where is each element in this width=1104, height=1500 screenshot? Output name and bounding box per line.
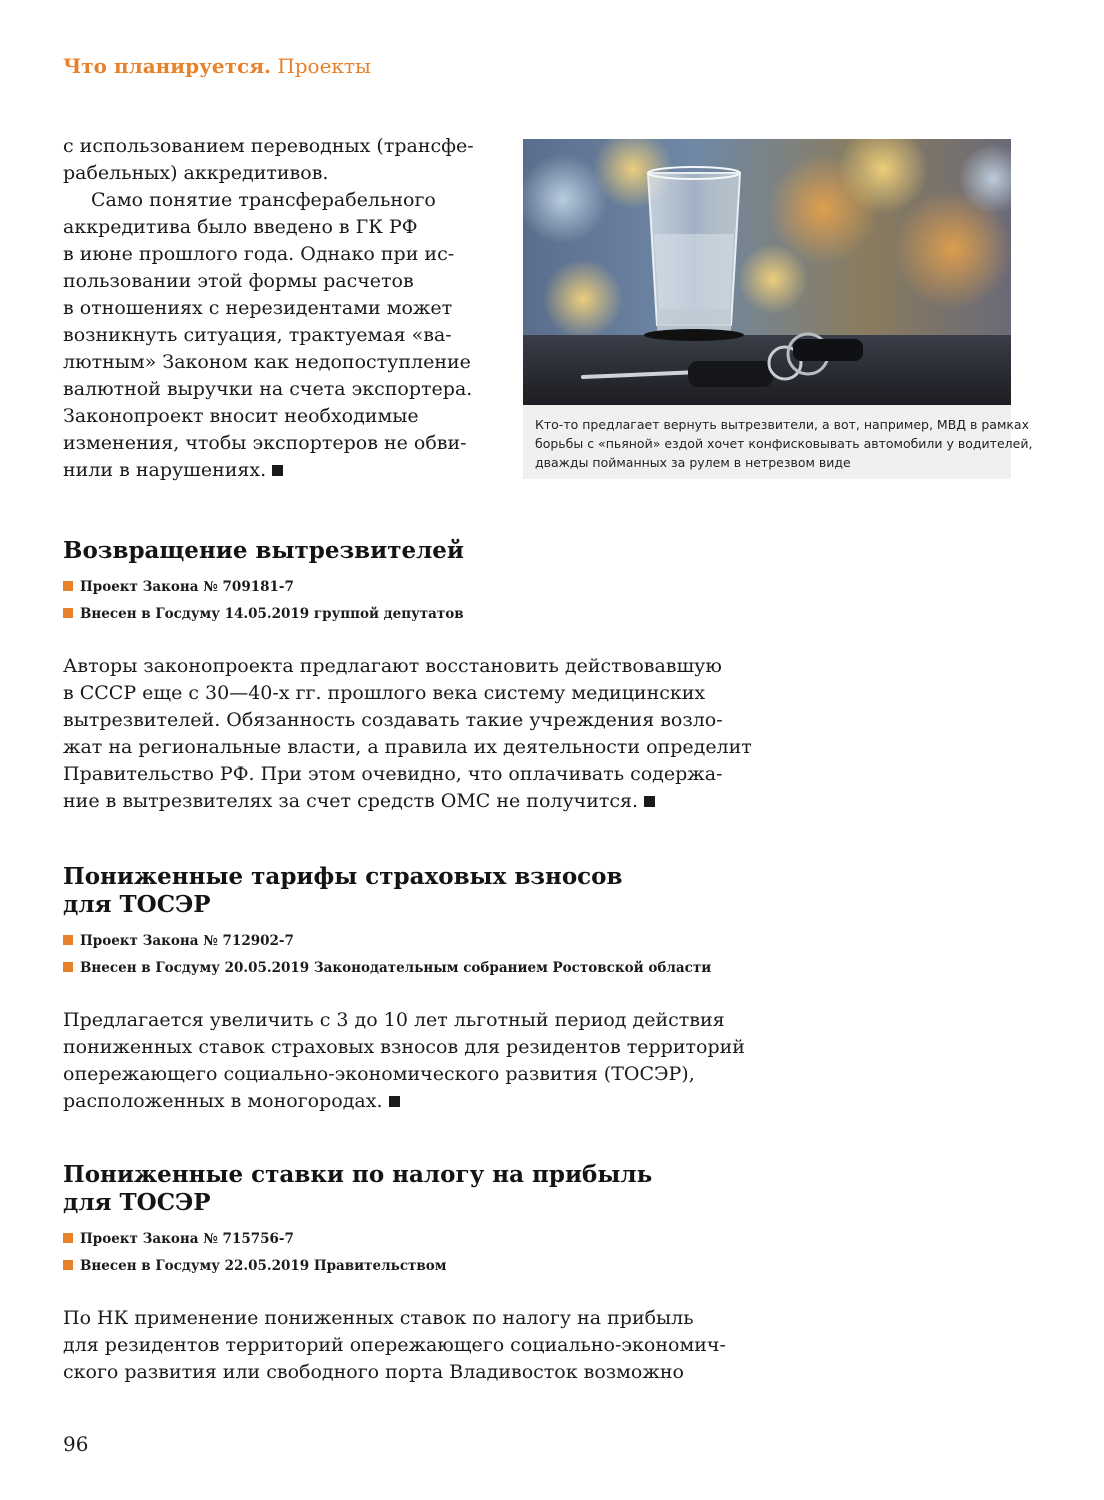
intro-line: в отношениях с нерезидентами может: [63, 297, 453, 319]
section-title-line: Пониженные ставки по налогу на прибыль: [63, 1161, 653, 1188]
meta-submitted: [63, 955, 763, 982]
intro-line-text: нили в нарушениях.: [63, 459, 267, 481]
photo-card: [523, 139, 1033, 479]
body-line-text: расположенных в моногородах.: [63, 1090, 383, 1112]
intro-line: рабельных) аккредитивов.: [63, 162, 329, 184]
section-body: [63, 1305, 763, 1386]
intro-line-last: [63, 457, 503, 484]
section-vytrezviteli: [63, 537, 763, 815]
section-title: [63, 1161, 763, 1217]
body-line-last: [63, 788, 763, 815]
intro-line: возникнуть ситуация, трактуемая «ва-: [63, 324, 452, 346]
end-mark: [644, 796, 655, 807]
meta-submitted: [63, 1253, 763, 1280]
intro-line: в июне прошлого года. Однако при ис-: [63, 243, 455, 265]
body-line-last: [63, 1088, 763, 1115]
body-line: для резидентов территорий опережающего социально-экономич-: [63, 1334, 726, 1356]
intro-line: Само понятие трансферабельного: [91, 189, 436, 211]
section-body: [63, 653, 763, 815]
intro-line: лютным» Законом как недопоступление: [63, 351, 471, 373]
header-subsection: Проекты: [277, 54, 371, 78]
project-number: Проект Закона № 712902-7: [80, 933, 294, 949]
bullet-square-icon: [63, 1233, 73, 1243]
bullet-square-icon: [63, 1260, 73, 1270]
intro-line: Законопроект вносит необходимые: [63, 405, 419, 427]
body-line: пониженных ставок страховых взносов для резидентов территорий: [63, 1036, 745, 1058]
meta-project: [63, 928, 763, 955]
section-title: [63, 537, 763, 565]
photo-caption: [535, 415, 1033, 472]
meta-project: [63, 1226, 763, 1253]
section-body: [63, 1007, 763, 1115]
photo-shot-glass-and-car-keys: [523, 139, 1011, 405]
body-line: Предлагается увеличить с 3 до 10 лет льготный период действия: [63, 1009, 725, 1031]
project-number: Проект Закона № 709181-7: [80, 579, 294, 595]
intro-line: аккредитива было введено в ГК РФ: [63, 216, 418, 238]
meta-project: [63, 574, 763, 601]
intro-line: изменения, чтобы экспортеров не обви-: [63, 432, 467, 454]
body-line: ского развития или свободного порта Владивосток возможно: [63, 1361, 684, 1383]
caption-line: борьбы с «пьяной» ездой хочет конфисковывать автомобили у водителей,: [535, 436, 1033, 451]
intro-paragraph: [63, 133, 503, 484]
body-line: опережающего социально-экономического развития (ТОСЭР),: [63, 1063, 695, 1085]
end-mark: [389, 1096, 400, 1107]
intro-line: пользовании этой формы расчетов: [63, 270, 414, 292]
running-header: [63, 54, 371, 78]
project-number: Проект Закона № 715756-7: [80, 1231, 294, 1247]
photo-illustration: [523, 139, 1011, 405]
body-line: Правительство РФ. При этом очевидно, что оплачивать содержа-: [63, 763, 723, 785]
bullet-square-icon: [63, 581, 73, 591]
bullet-square-icon: [63, 935, 73, 945]
bullet-square-icon: [63, 608, 73, 618]
body-line: в СССР еще с 30—40-х гг. прошлого века систему медицинских: [63, 682, 706, 704]
meta-submitted: [63, 601, 763, 628]
header-section: Что планируется.: [63, 54, 271, 78]
caption-line: дважды пойманных за рулем в нетрезвом виде: [535, 455, 851, 470]
submission-info: Внесен в Госдуму 22.05.2019 Правительством: [80, 1258, 447, 1274]
bullet-square-icon: [63, 962, 73, 972]
caption-line: Кто-то предлагает вернуть вытрезвители, а вот, например, МВД в рамках: [535, 417, 1029, 432]
intro-line: валютной выручки на счета экспортера.: [63, 378, 473, 400]
section-nalog-na-pribyl: [63, 1161, 763, 1386]
section-title: [63, 863, 763, 919]
section-title-line: для ТОСЭР: [63, 891, 211, 918]
page-number: 96: [63, 1432, 89, 1456]
submission-info: Внесен в Госдуму 20.05.2019 Законодательным собранием Ростовской области: [80, 960, 712, 976]
body-line: Авторы законопроекта предлагают восстановить действовавшую: [63, 655, 722, 677]
body-line: жат на региональные власти, а правила их деятельности определит: [63, 736, 752, 758]
body-line: вытрезвителей. Обязанность создавать такие учреждения возло-: [63, 709, 723, 731]
submission-info: Внесен в Госдуму 14.05.2019 группой депутатов: [80, 606, 464, 622]
section-title-line: Возвращение вытрезвителей: [63, 537, 464, 564]
section-strakhovye-vznosy: [63, 863, 763, 1115]
section-title-line: Пониженные тарифы страховых взносов: [63, 863, 623, 890]
body-line: По НК применение пониженных ставок по налогу на прибыль: [63, 1307, 694, 1329]
section-title-line: для ТОСЭР: [63, 1189, 211, 1216]
end-mark: [272, 465, 283, 476]
intro-line: с использованием переводных (трансфе-: [63, 135, 474, 157]
body-line-text: ние в вытрезвителях за счет средств ОМС не получится.: [63, 790, 639, 812]
